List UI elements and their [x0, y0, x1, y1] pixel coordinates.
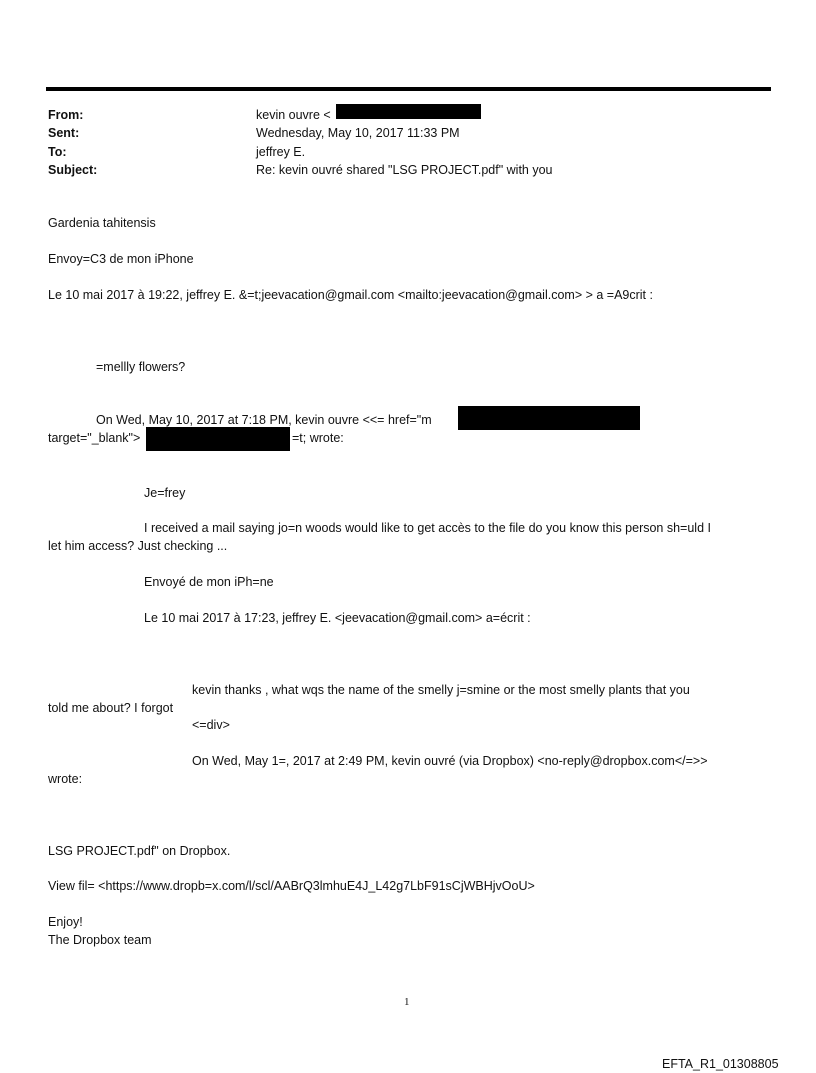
subject-label: Subject: — [48, 163, 98, 177]
body-line: =t; wrote: — [292, 431, 344, 445]
body-line: told me about? I forgot — [48, 701, 174, 715]
document-id: EFTA_R1_01308805 — [662, 1057, 779, 1071]
body-line: On Wed, May 10, 2017 at 7:18 PM, kevin ouvre <<= href="m — [96, 413, 432, 427]
redaction-box — [336, 104, 481, 119]
body-line: wrote: — [48, 772, 83, 786]
sent-value: Wednesday, May 10, 2017 11:33 PM — [256, 126, 460, 140]
body-line: =mellly flowers? — [96, 360, 186, 374]
body-line: Enjoy! — [48, 915, 83, 929]
redaction-box — [458, 406, 640, 430]
page-number: 1 — [404, 996, 410, 1008]
body-line: View fil= <https://www.dropb=x.com/l/scl/AABrQ3lmhuE4J_L42g7LbF91sCjWBHjvOoU> — [48, 879, 535, 893]
body-line: I received a mail saying jo=n woods would like to get accès to the file do you know this person sh=uld I — [144, 521, 711, 535]
body-line: Je=frey — [144, 486, 186, 500]
body-line: kevin thanks , what wqs the name of the smelly j=smine or the most smelly plants that you — [192, 683, 690, 697]
from-value: kevin ouvre < — [256, 108, 331, 122]
body-line: Envoy=C3 de mon iPhone — [48, 252, 194, 266]
subject-value: Re: kevin ouvré shared "LSG PROJECT.pdf" with you — [256, 163, 553, 177]
to-label: To: — [48, 145, 67, 159]
to-value: jeffrey E. — [256, 145, 306, 159]
body-line: Gardenia tahitensis — [48, 216, 156, 230]
body-line: Le 10 mai 2017 à 19:22, jeffrey E. &=t;jeevacation@gmail.com <mailto:jeevacation@gmail.com> > a =A9crit : — [48, 288, 653, 302]
from-label: From: — [48, 108, 84, 122]
body-line: LSG PROJECT.pdf" on Dropbox. — [48, 844, 231, 858]
sent-label: Sent: — [48, 126, 80, 140]
body-line: target="_blank"> — [48, 431, 141, 445]
body-line: On Wed, May 1=, 2017 at 2:49 PM, kevin ouvré (via Dropbox) <no-reply@dropbox.com</=>> — [192, 754, 708, 768]
body-line: Envoyé de mon iPh=ne — [144, 575, 274, 589]
body-line: Le 10 mai 2017 à 17:23, jeffrey E. <jeevacation@gmail.com> a=écrit : — [144, 611, 531, 625]
header-rule — [46, 87, 771, 91]
body-line: The Dropbox team — [48, 933, 152, 947]
redaction-box — [146, 427, 290, 451]
body-line: <=div> — [192, 718, 230, 732]
body-line: let him access? Just checking ... — [48, 539, 228, 553]
